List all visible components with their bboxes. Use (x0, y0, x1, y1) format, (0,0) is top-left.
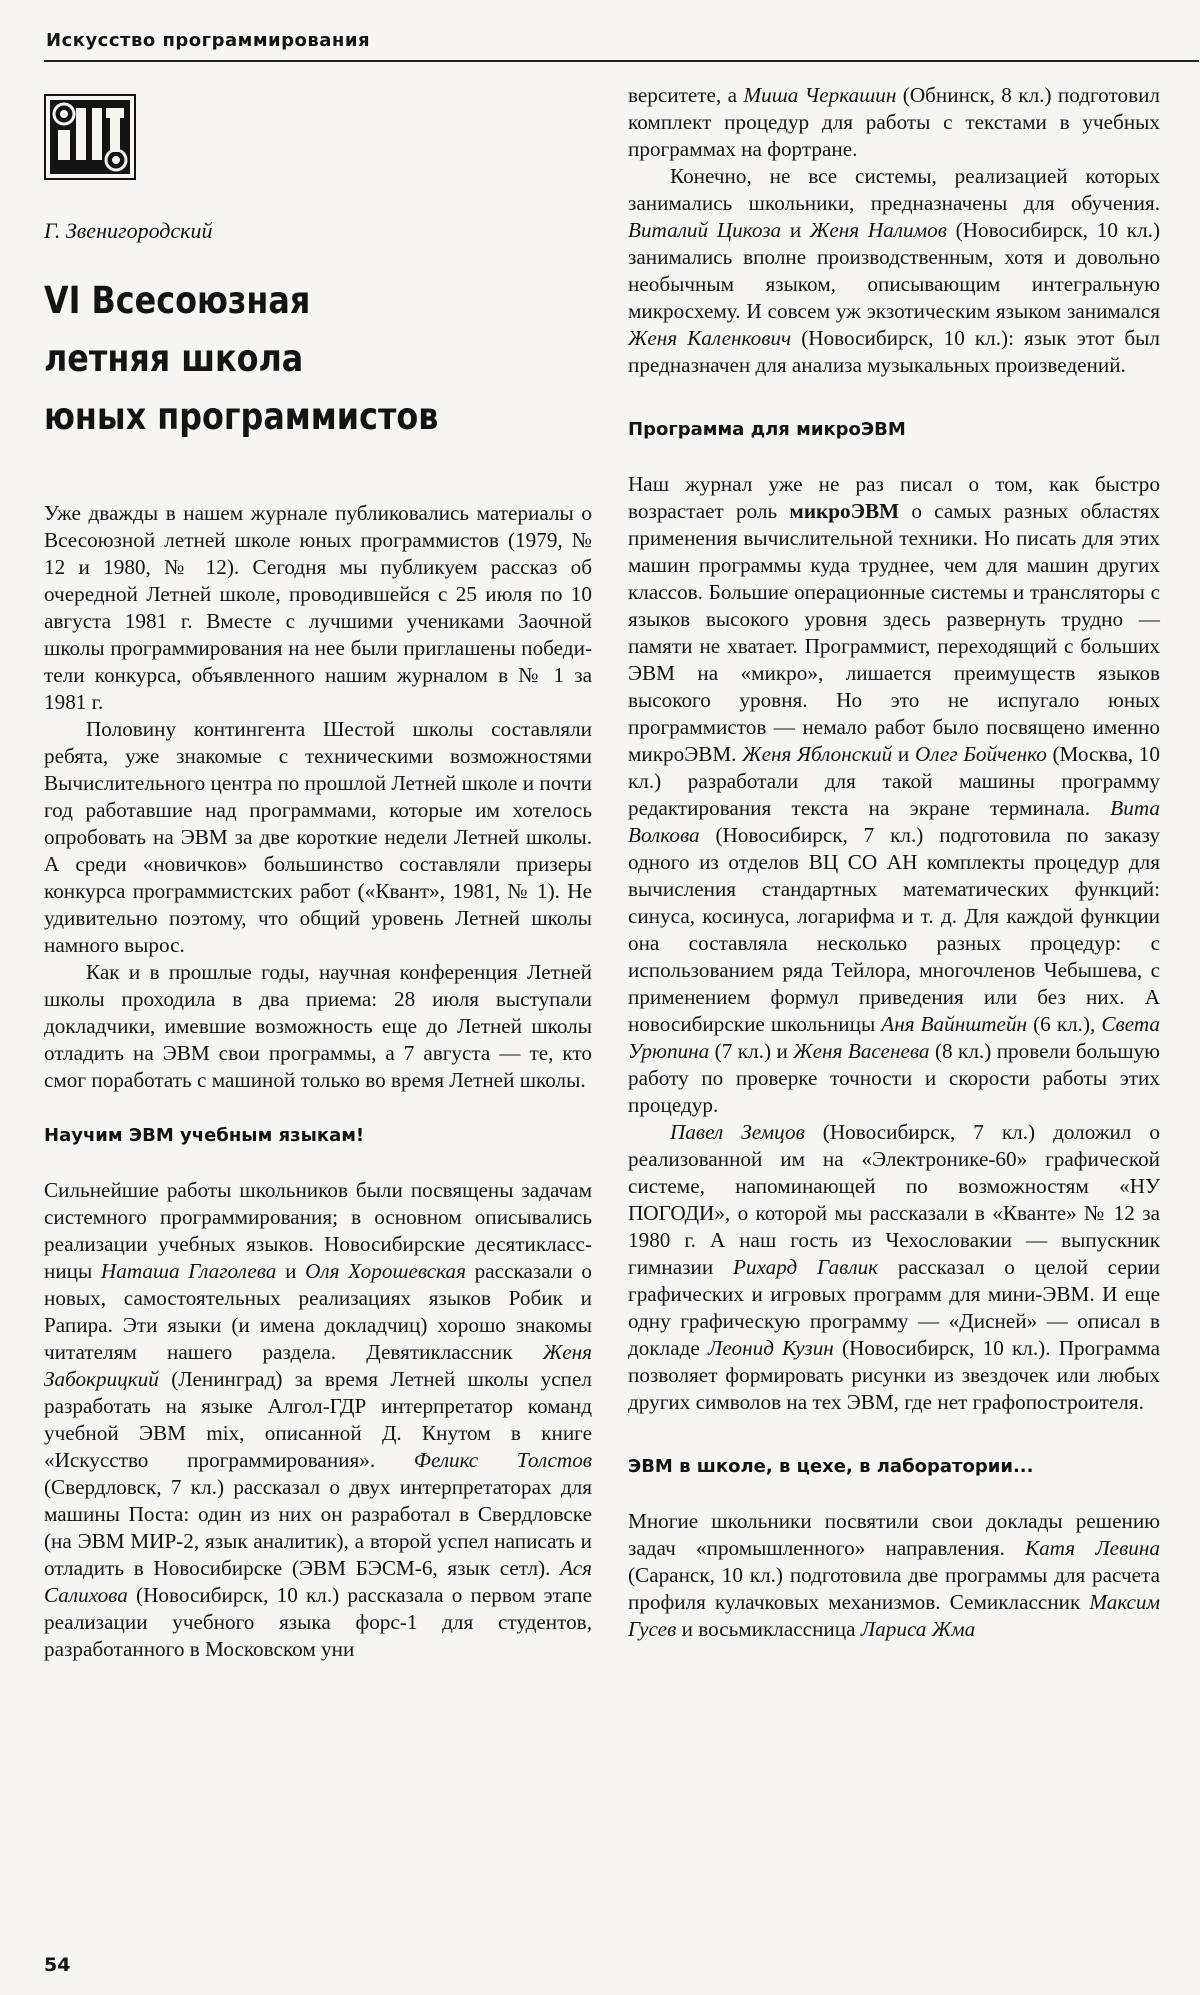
person-name: Вита Волкова (628, 796, 1160, 847)
section-logo-icon (44, 94, 136, 180)
person-name: Рихард Гавлик (732, 1255, 879, 1279)
left-column (44, 500, 592, 1663)
person-name: Максим Гусев (628, 1590, 1160, 1641)
section-heading: Программа для микроЭВМ (628, 419, 906, 440)
header-rule (44, 60, 1199, 62)
paragraph: Конечно, не все системы, реализацией которых занимались школьники, предназначены для обучения. Виталий Цикоза и Женя Налимов (Новосибирск, 10 кл.) занимались вполне производственным, хотя и довольно необычным языком, описывающим интегральную микросхему. И совсем уж экзотическим языком занимался Женя Каленкович (Новосибирск, 10 кл.): язык этот был предназначен для анализа музыкальных произведений. (628, 164, 1160, 377)
article-title (44, 272, 526, 446)
person-name: Света Урюпина (628, 1012, 1160, 1063)
person-name: Женя Васенева (793, 1039, 930, 1063)
person-name: Виталий Цикоза (628, 218, 782, 242)
page-number: 54 (44, 1954, 71, 1976)
paragraph: Павел Земцов (Новосибирск, 7 кл.) доложил о реализованной им на «Электронике-60» графической системе, напоминающей по возможностям «НУ ПОГОДИ», о которой мы рассказали в «Кванте» № 12 за 1980 г. А наш гость из Чехословакии — выпускник гимназии Рихард Гавлик рассказал о целой серии графических и игровых программ для мини-ЭВМ. И еще одну графическую программу — «Дисней» — описал в докладе Леонид Кузин (Новосибирск, 10 кл.). Программа позволяет формировать рисунки из звездочек или любых других символов на тех ЭВМ, где нет графопостроителя. (628, 1120, 1160, 1414)
author-name: Г. Звенигородский (44, 218, 213, 243)
paragraph: Наш журнал уже не раз писал о том, как быстро возрастает роль микроЭВМ о самых разных областях применения вычислительной техники. Но писать для этих машин программы куда труднее, чем для машин других классов. Большие операционные системы и трансляторы с языков высокого уровня здесь развернуть трудно — памяти не хватает. Программист, переходящий с больших ЭВМ на «микро», лишается преимуществ языков высокого уровня. Но это не испугало юных программистов — немало работ было посвящено именно микроЭВМ. Женя Яблонский и Олег Бойченко (Москва, 10 кл.) разработали для такой машины программу редактирования текста на экране терминала. Вита Волкова (Новосибирск, 7 кл.) подготовила по заказу одного из отделов ВЦ СО АН комплекты процедур для вычисления стандартных математических функций: синуса, косинуса, логарифма и т. д. Для каждой функции она составляла несколько разных процедур: с использованием ряда Тейлора, многочленов Чебышева, с применением формул приведения или без них. А новосибирские школьницы Аня Вайнштейн (6 кл.), Света Урюпина (7 кл.) и Женя Васенева (8 кл.) провели большую работу по проверке точности и скорости работы этих процедур. (628, 472, 1161, 1117)
person-name: Феликс Толстов (413, 1448, 592, 1472)
person-name: Женя Каленкович (628, 326, 792, 350)
person-name: Катя Левина (1025, 1536, 1160, 1560)
person-name: Леонид Кузин (708, 1336, 834, 1360)
person-name: Павел Земцов (670, 1120, 805, 1144)
emphasis: микроЭВМ (789, 499, 900, 523)
person-name: Женя Забокрицкий (44, 1340, 592, 1391)
person-name: Оля Хорошевская (305, 1259, 466, 1283)
person-name: Женя Яблонский (742, 742, 893, 766)
right-column (628, 82, 1160, 1643)
person-name: Лариса Жма (860, 1617, 976, 1641)
person-name: Наташа Глаголева (100, 1259, 277, 1283)
title-line: юных программистов (44, 395, 439, 438)
paragraph: Половину контингента Шестой школы составляли ребята, уже знакомые с техническими возможностями Вычислительного центра по прошлой Летней школе и почти год работавшие над программами, которые им хотелось опробовать на ЭВМ за две короткие недели Летней школы. А среди «новичков» большинство составляли призеры конкурса программистских работ («Квант», 1981, № 1). Не удивительно поэтому, что общий уровень Летней школы намного вырос. (44, 717, 592, 957)
person-name: Миша Черкашин (743, 83, 897, 107)
section-rubric: Искусство программирования (46, 30, 371, 51)
paragraph: верситете, а Миша Черкашин (Обнинск, 8 кл.) подготовил комплект процедур для работы с текстами в учебных программах на фортране. (628, 83, 1160, 161)
section-heading: ЭВМ в школе, в цехе, в лаборатории... (628, 1456, 1034, 1477)
person-name: Женя Налимов (809, 218, 947, 242)
person-name: Олег Бойченко (914, 742, 1047, 766)
paragraph: Уже дважды в нашем журнале публиковались материалы о Всесоюзной летней школе юных программистов (1979, № 12 и 1980, № 12). Сегодня мы публикуем рассказ об очередной Летней школе, проводившейся с 25 июля по 10 августа 1981 г. Вместе с лучшими учениками Заочной школы программирования на нее были приглашены победители конкурса, объявленного нашим журналом в № 1 за 1981 г. (44, 501, 592, 714)
person-name: Аня Вайнштейн (881, 1012, 1028, 1036)
paragraph: Сильнейшие работы школьников были посвящены задачам системного программирования; в основном описывались реализации учебных языков. Новосибирские десятиклассницы Наташа Глаголева и Оля Хорошевская рассказали о новых, самостоятельных реализациях языков Робик и Рапира. Эти языки (и имена докладчиц) хорошо знакомы читателям нашего раздела. Девятиклассник Женя Забокрицкий (Ленинград) за время Летней школы успел разработать на языке Алгол-ГДР интерпретатор команд учебной ЭВМ mix, описанной Д. Кнутом в книге «Искусство программирования». Феликс Толстов (Свердловск, 7 кл.) рассказал о двух интерпретаторах для машины Поста: один из них он разработал в Свердловске (на ЭВМ МИР-2, язык аналитик), а второй успел написать и отладить в Новосибирске (ЭВМ БЭСМ-6, язык сетл). Ася Салихова (Новосибирск, 10 кл.) рассказала о первом этапе реализации учебного языка форс-1 для студентов, разработанного в Московском уни (44, 1178, 592, 1661)
title-line: VI Всесоюзная (44, 279, 311, 322)
title-line: летняя школа (44, 337, 304, 380)
paragraph: Как и в прошлые годы, научная конференция Летней школы проходила в два приема: 28 июля выступали докладчики, имевшие возможность еще до Летней школы отладить на ЭВМ свои программы, а 7 августа — те, кто смог поработать с машиной только во время Летней школы. (44, 960, 592, 1092)
paragraph: Многие школьники посвятили свои доклады решению задач «промышленного» направления. Катя Левина (Саранск, 10 кл.) подготовила две программы для расчета профиля кулачковых механизмов. Семиклассник Максим Гусев и восьмиклассница Лариса Жма (628, 1509, 1160, 1641)
section-heading: Научим ЭВМ учебным языкам! (44, 1125, 365, 1146)
person-name: Ася Салихова (44, 1556, 592, 1607)
